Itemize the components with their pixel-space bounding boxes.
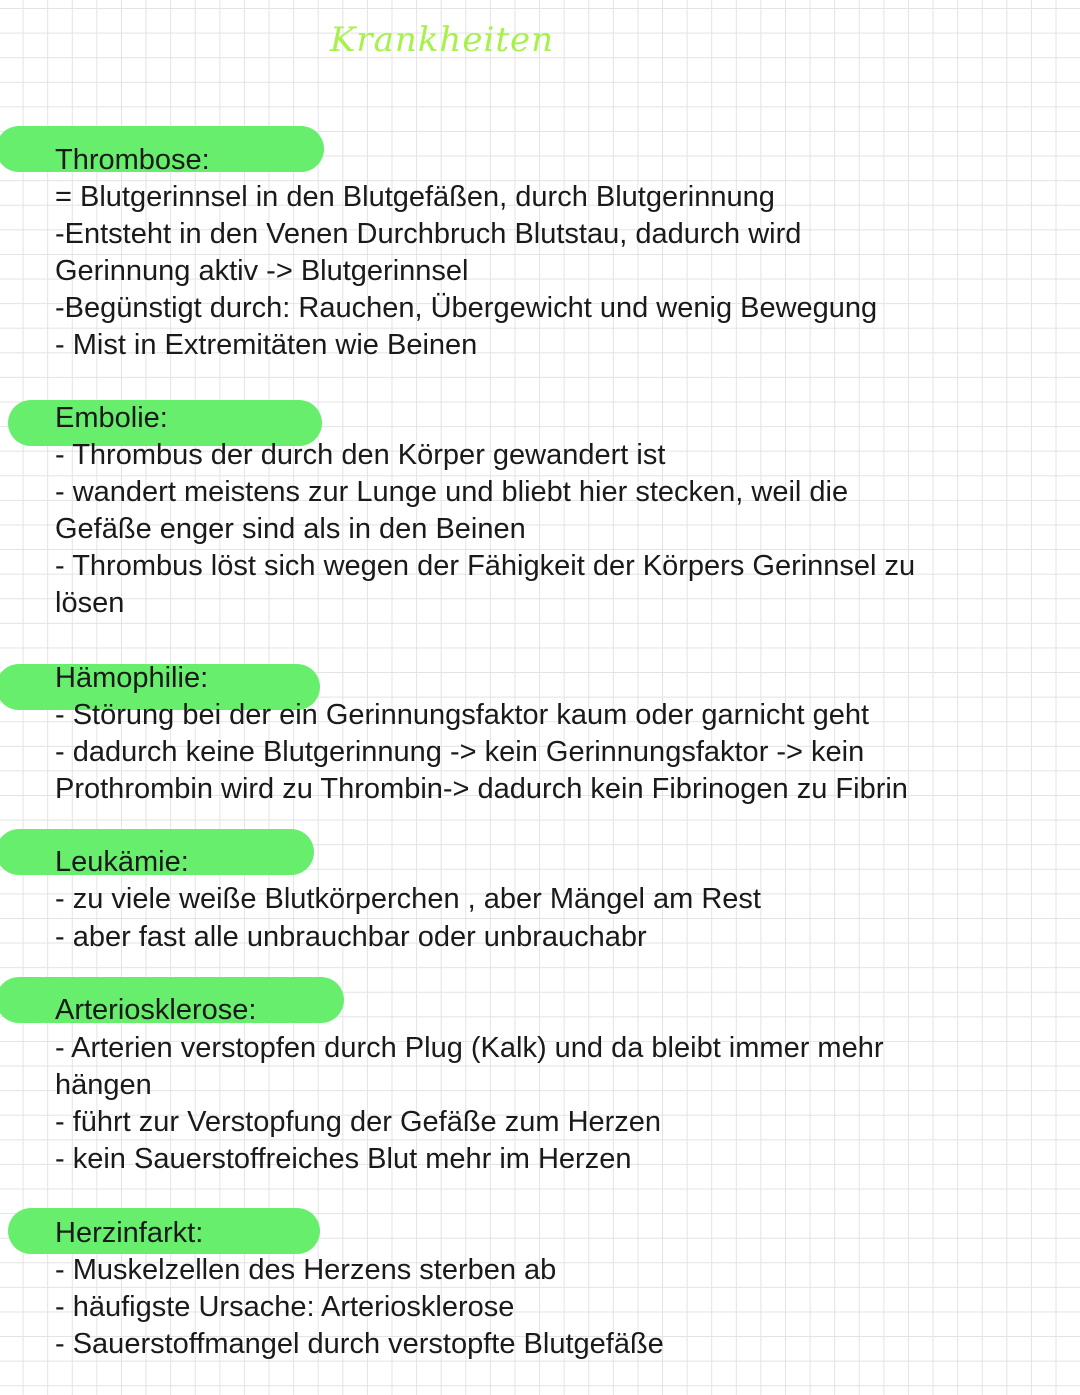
text-line: Gerinnung aktiv -> Blutgerinnsel: [55, 255, 469, 287]
text-line: - zu viele weiße Blutkörperchen , aber Mängel am Rest: [55, 883, 761, 915]
text-line: = Blutgerinnsel in den Blutgefäßen, durch Blutgerinnung: [55, 181, 775, 213]
text-line: - Thrombus löst sich wegen der Fähigkeit der Körpers Gerinnsel zu: [55, 550, 916, 582]
page-title: Krankheiten: [330, 20, 554, 60]
text-line: Prothrombin wird zu Thrombin-> dadurch kein Fibrinogen zu Fibrin: [55, 773, 908, 805]
text-line: - häufigste Ursache: Arteriosklerose: [55, 1291, 515, 1323]
text-line: lösen: [55, 587, 125, 619]
section-heading: Herzinfarkt:: [55, 1217, 204, 1249]
text-line: -Begünstigt durch: Rauchen, Übergewicht und wenig Bewegung: [55, 292, 878, 324]
text-line: - Thrombus der durch den Körper gewandert ist: [55, 439, 666, 471]
section-heading: Arteriosklerose:: [55, 994, 257, 1026]
text-line: - aber fast alle unbrauchbar oder unbrauchabr: [55, 921, 647, 953]
text-line: - Störung bei der ein Gerinnungsfaktor kaum oder garnicht geht: [55, 699, 870, 731]
section-heading: Leukämie:: [55, 846, 189, 878]
section-heading: Embolie:: [55, 402, 168, 434]
text-line: - Mist in Extremitäten wie Beinen: [55, 329, 478, 361]
text-line: - Arterien verstopfen durch Plug (Kalk) und da bleibt immer mehr: [55, 1032, 884, 1064]
text-line: -Entsteht in den Venen Durchbruch Blutstau, dadurch wird: [55, 218, 802, 250]
text-line: - Sauerstoffmangel durch verstopfte Blutgefäße: [55, 1328, 664, 1360]
text-line: - dadurch keine Blutgerinnung -> kein Gerinnungsfaktor -> kein: [55, 736, 865, 768]
section-heading: Thrombose:: [55, 144, 210, 176]
text-line: - wandert meistens zur Lunge und bliebt hier stecken, weil die: [55, 476, 849, 508]
text-line: - kein Sauerstoffreiches Blut mehr im Herzen: [55, 1143, 632, 1175]
text-line: hängen: [55, 1069, 152, 1101]
text-line: - Muskelzellen des Herzens sterben ab: [55, 1254, 557, 1286]
text-line: Gefäße enger sind als in den Beinen: [55, 513, 526, 545]
text-line: - führt zur Verstopfung der Gefäße zum Herzen: [55, 1106, 662, 1138]
section-heading: Hämophilie:: [55, 662, 209, 694]
